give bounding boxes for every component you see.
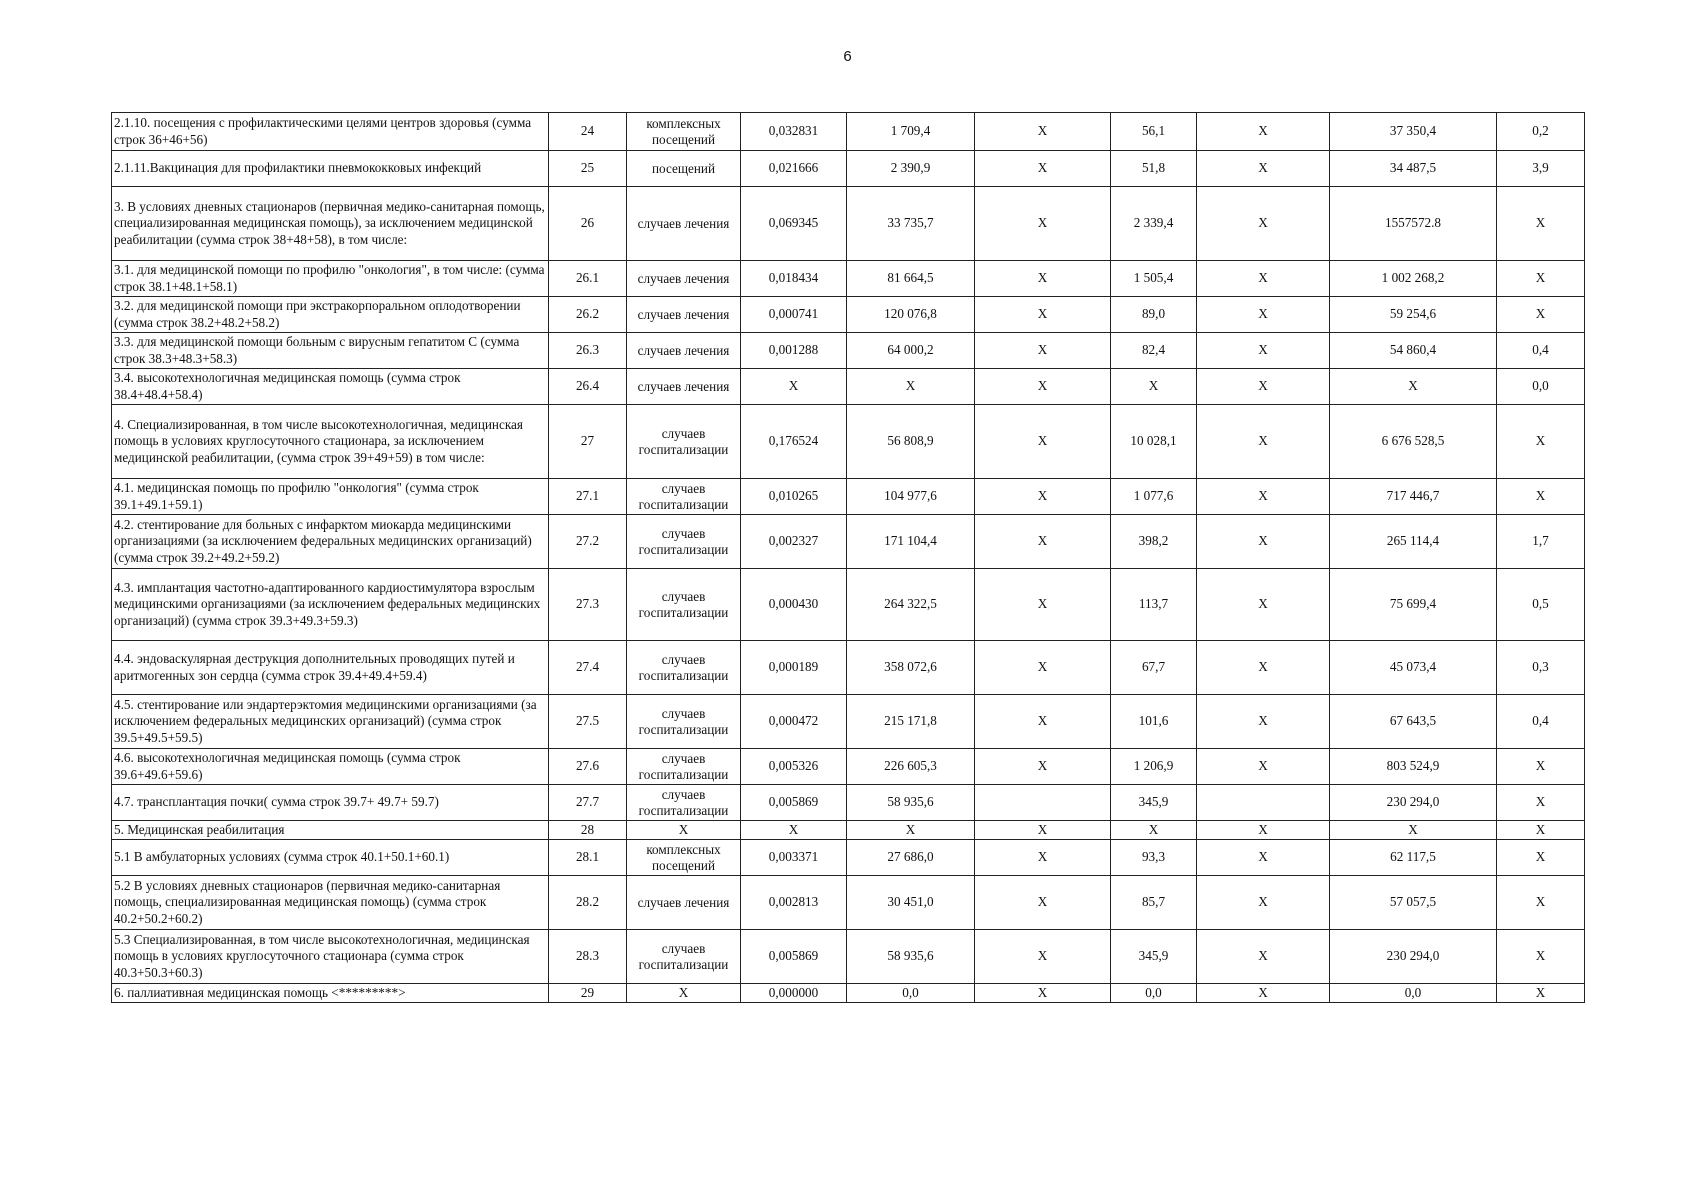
- row-name-cell: 4.3. имплантация частотно-адаптированного кардиостимулятора взрослым медицинскими организациями (за исключением федеральных медицинских организаций) (сумма строк 39.3+49.3+59.3): [112, 569, 549, 641]
- norm-value-cell: 0,001288: [741, 333, 847, 369]
- share-cell: Х: [1497, 876, 1585, 930]
- row-number-cell: 26: [549, 187, 627, 261]
- value-cell-3: Х: [975, 333, 1111, 369]
- row-name-cell: 3.2. для медицинской помощи при экстракорпоральном оплодотворении (сумма строк 38.2+48.2+58.2): [112, 297, 549, 333]
- total-cost-cell: Х: [1330, 369, 1497, 405]
- value-cell-5: Х: [1197, 984, 1330, 1003]
- row-name-cell: 4.1. медицинская помощь по профилю "онкология" (сумма строк 39.1+49.1+59.1): [112, 479, 549, 515]
- norm-value-cell: 0,005869: [741, 785, 847, 821]
- per-capita-cell: 1 206,9: [1111, 749, 1197, 785]
- row-name-cell: 4.7. трансплантация почки( сумма строк 39.7+ 49.7+ 59.7): [112, 785, 549, 821]
- total-cost-cell: 57 057,5: [1330, 876, 1497, 930]
- value-cell-5: [1197, 785, 1330, 821]
- per-capita-cell: 85,7: [1111, 876, 1197, 930]
- value-cell-5: Х: [1197, 695, 1330, 749]
- table-row: [112, 641, 1585, 695]
- cost-per-unit-cell: 30 451,0: [847, 876, 975, 930]
- per-capita-cell: 0,0: [1111, 984, 1197, 1003]
- share-cell: Х: [1497, 405, 1585, 479]
- per-capita-cell: 398,2: [1111, 515, 1197, 569]
- value-cell-5: Х: [1197, 930, 1330, 984]
- row-number-cell: 27.2: [549, 515, 627, 569]
- row-number-cell: 26.3: [549, 333, 627, 369]
- norm-value-cell: 0,005326: [741, 749, 847, 785]
- value-cell-3: Х: [975, 261, 1111, 297]
- table-row: [112, 749, 1585, 785]
- value-cell-5: Х: [1197, 187, 1330, 261]
- table-row: [112, 297, 1585, 333]
- value-cell-5: Х: [1197, 515, 1330, 569]
- unit-cell: случаев лечения: [627, 876, 741, 930]
- row-name-cell: 4.2. стентирование для больных с инфарктом миокарда медицинскими организациями (за исключением федеральных медицинских организаций) (сумма строк 39.2+49.2+59.2): [112, 515, 549, 569]
- value-cell-5: Х: [1197, 405, 1330, 479]
- row-number-cell: 28: [549, 821, 627, 840]
- total-cost-cell: 717 446,7: [1330, 479, 1497, 515]
- per-capita-cell: 1 505,4: [1111, 261, 1197, 297]
- row-number-cell: 27: [549, 405, 627, 479]
- table-row: [112, 479, 1585, 515]
- table-row: [112, 369, 1585, 405]
- per-capita-cell: 101,6: [1111, 695, 1197, 749]
- per-capita-cell: 89,0: [1111, 297, 1197, 333]
- value-cell-5: Х: [1197, 569, 1330, 641]
- norm-value-cell: 0,002813: [741, 876, 847, 930]
- medical-care-norms-table: [111, 112, 1585, 1003]
- share-cell: Х: [1497, 749, 1585, 785]
- per-capita-cell: 345,9: [1111, 785, 1197, 821]
- norm-value-cell: 0,018434: [741, 261, 847, 297]
- value-cell-5: Х: [1197, 261, 1330, 297]
- table-row: [112, 785, 1585, 821]
- cost-per-unit-cell: 33 735,7: [847, 187, 975, 261]
- unit-cell: комплексных посещений: [627, 113, 741, 151]
- total-cost-cell: 37 350,4: [1330, 113, 1497, 151]
- per-capita-cell: 2 339,4: [1111, 187, 1197, 261]
- cost-per-unit-cell: 171 104,4: [847, 515, 975, 569]
- total-cost-cell: 59 254,6: [1330, 297, 1497, 333]
- row-number-cell: 27.6: [549, 749, 627, 785]
- row-name-cell: 2.1.10. посещения с профилактическими целями центров здоровья (сумма строк 36+46+56): [112, 113, 549, 151]
- unit-cell: комплексных посещений: [627, 840, 741, 876]
- cost-per-unit-cell: Х: [847, 369, 975, 405]
- cost-per-unit-cell: 1 709,4: [847, 113, 975, 151]
- unit-cell: случаев госпитализации: [627, 785, 741, 821]
- row-number-cell: 26.2: [549, 297, 627, 333]
- unit-cell: случаев госпитализации: [627, 930, 741, 984]
- row-name-cell: 5. Медицинская реабилитация: [112, 821, 549, 840]
- total-cost-cell: 230 294,0: [1330, 785, 1497, 821]
- row-name-cell: 4.5. стентирование или эндартерэктомия медицинскими организациями (за исключением федеральных медицинских организаций) (сумма строк 39.5+49.5+59.5): [112, 695, 549, 749]
- page-number: 6: [843, 48, 852, 65]
- row-name-cell: 5.3 Специализированная, в том числе высокотехнологичная, медицинская помощь в условиях круглосуточного стационара (сумма строк 40.3+50.3+60.3): [112, 930, 549, 984]
- row-name-cell: 5.2 В условиях дневных стационаров (первичная медико-санитарная помощь, специализированная медицинская помощь) (сумма строк 40.2+50.2+60.2): [112, 876, 549, 930]
- norm-value-cell: 0,000000: [741, 984, 847, 1003]
- total-cost-cell: 230 294,0: [1330, 930, 1497, 984]
- row-name-cell: 2.1.11.Вакцинация для профилактики пневмококковых инфекций: [112, 151, 549, 187]
- row-name-cell: 4.4. эндоваскулярная деструкция дополнительных проводящих путей и аритмогенных зон сердца (сумма строк 39.4+49.4+59.4): [112, 641, 549, 695]
- value-cell-3: Х: [975, 405, 1111, 479]
- share-cell: Х: [1497, 261, 1585, 297]
- share-cell: Х: [1497, 187, 1585, 261]
- value-cell-3: Х: [975, 187, 1111, 261]
- row-number-cell: 27.5: [549, 695, 627, 749]
- value-cell-3: Х: [975, 113, 1111, 151]
- table-row: [112, 930, 1585, 984]
- share-cell: 1,7: [1497, 515, 1585, 569]
- value-cell-3: Х: [975, 297, 1111, 333]
- value-cell-3: [975, 785, 1111, 821]
- value-cell-5: Х: [1197, 749, 1330, 785]
- total-cost-cell: 1 002 268,2: [1330, 261, 1497, 297]
- total-cost-cell: 803 524,9: [1330, 749, 1497, 785]
- total-cost-cell: 62 117,5: [1330, 840, 1497, 876]
- row-number-cell: 24: [549, 113, 627, 151]
- total-cost-cell: 0,0: [1330, 984, 1497, 1003]
- share-cell: 0,0: [1497, 369, 1585, 405]
- row-name-cell: 4.6. высокотехнологичная медицинская помощь (сумма строк 39.6+49.6+59.6): [112, 749, 549, 785]
- cost-per-unit-cell: 56 808,9: [847, 405, 975, 479]
- table-body: [112, 113, 1585, 1003]
- share-cell: Х: [1497, 930, 1585, 984]
- cost-per-unit-cell: 64 000,2: [847, 333, 975, 369]
- per-capita-cell: 113,7: [1111, 569, 1197, 641]
- total-cost-cell: 75 699,4: [1330, 569, 1497, 641]
- unit-cell: случаев лечения: [627, 187, 741, 261]
- unit-cell: Х: [627, 984, 741, 1003]
- cost-per-unit-cell: 215 171,8: [847, 695, 975, 749]
- total-cost-cell: 45 073,4: [1330, 641, 1497, 695]
- cost-per-unit-cell: 81 664,5: [847, 261, 975, 297]
- value-cell-3: Х: [975, 569, 1111, 641]
- value-cell-5: Х: [1197, 821, 1330, 840]
- share-cell: Х: [1497, 984, 1585, 1003]
- row-number-cell: 25: [549, 151, 627, 187]
- cost-per-unit-cell: Х: [847, 821, 975, 840]
- per-capita-cell: 93,3: [1111, 840, 1197, 876]
- total-cost-cell: 34 487,5: [1330, 151, 1497, 187]
- value-cell-3: Х: [975, 695, 1111, 749]
- row-number-cell: 28.2: [549, 876, 627, 930]
- norm-value-cell: 0,000430: [741, 569, 847, 641]
- total-cost-cell: Х: [1330, 821, 1497, 840]
- row-number-cell: 26.4: [549, 369, 627, 405]
- value-cell-3: Х: [975, 984, 1111, 1003]
- per-capita-cell: 82,4: [1111, 333, 1197, 369]
- cost-per-unit-cell: 264 322,5: [847, 569, 975, 641]
- cost-per-unit-cell: 0,0: [847, 984, 975, 1003]
- share-cell: Х: [1497, 840, 1585, 876]
- unit-cell: случаев госпитализации: [627, 479, 741, 515]
- unit-cell: случаев госпитализации: [627, 695, 741, 749]
- unit-cell: случаев госпитализации: [627, 641, 741, 695]
- unit-cell: случаев госпитализации: [627, 749, 741, 785]
- row-number-cell: 26.1: [549, 261, 627, 297]
- norm-value-cell: 0,069345: [741, 187, 847, 261]
- norm-value-cell: 0,032831: [741, 113, 847, 151]
- norm-value-cell: 0,021666: [741, 151, 847, 187]
- share-cell: 0,5: [1497, 569, 1585, 641]
- per-capita-cell: Х: [1111, 369, 1197, 405]
- value-cell-3: Х: [975, 876, 1111, 930]
- per-capita-cell: 51,8: [1111, 151, 1197, 187]
- table-row: [112, 151, 1585, 187]
- row-number-cell: 27.7: [549, 785, 627, 821]
- row-number-cell: 28.3: [549, 930, 627, 984]
- norm-value-cell: 0,003371: [741, 840, 847, 876]
- value-cell-3: Х: [975, 821, 1111, 840]
- row-number-cell: 27.3: [549, 569, 627, 641]
- table-row: [112, 840, 1585, 876]
- unit-cell: случаев лечения: [627, 297, 741, 333]
- table-row: [112, 695, 1585, 749]
- table-row: [112, 405, 1585, 479]
- norm-value-cell: 0,002327: [741, 515, 847, 569]
- value-cell-3: Х: [975, 930, 1111, 984]
- value-cell-5: Х: [1197, 479, 1330, 515]
- total-cost-cell: 1557572.8: [1330, 187, 1497, 261]
- value-cell-5: Х: [1197, 641, 1330, 695]
- norm-value-cell: 0,000741: [741, 297, 847, 333]
- total-cost-cell: 54 860,4: [1330, 333, 1497, 369]
- table-row: [112, 187, 1585, 261]
- cost-per-unit-cell: 104 977,6: [847, 479, 975, 515]
- value-cell-3: Х: [975, 840, 1111, 876]
- value-cell-3: Х: [975, 151, 1111, 187]
- row-name-cell: 3.3. для медицинской помощи больным с вирусным гепатитом С (сумма строк 38.3+48.3+58.3): [112, 333, 549, 369]
- per-capita-cell: 10 028,1: [1111, 405, 1197, 479]
- share-cell: 0,3: [1497, 641, 1585, 695]
- cost-per-unit-cell: 27 686,0: [847, 840, 975, 876]
- unit-cell: посещений: [627, 151, 741, 187]
- unit-cell: случаев госпитализации: [627, 569, 741, 641]
- value-cell-3: Х: [975, 749, 1111, 785]
- table-row: [112, 333, 1585, 369]
- row-name-cell: 5.1 В амбулаторных условиях (сумма строк 40.1+50.1+60.1): [112, 840, 549, 876]
- norm-value-cell: Х: [741, 821, 847, 840]
- value-cell-5: Х: [1197, 151, 1330, 187]
- per-capita-cell: 345,9: [1111, 930, 1197, 984]
- share-cell: Х: [1497, 479, 1585, 515]
- share-cell: 3,9: [1497, 151, 1585, 187]
- value-cell-3: Х: [975, 641, 1111, 695]
- norm-value-cell: 0,000472: [741, 695, 847, 749]
- per-capita-cell: 1 077,6: [1111, 479, 1197, 515]
- value-cell-5: Х: [1197, 369, 1330, 405]
- row-name-cell: 3.4. высокотехнологичная медицинская помощь (сумма строк 38.4+48.4+58.4): [112, 369, 549, 405]
- cost-per-unit-cell: 358 072,6: [847, 641, 975, 695]
- value-cell-3: Х: [975, 369, 1111, 405]
- row-number-cell: 29: [549, 984, 627, 1003]
- value-cell-5: Х: [1197, 333, 1330, 369]
- table-row: [112, 113, 1585, 151]
- unit-cell: случаев лечения: [627, 333, 741, 369]
- per-capita-cell: Х: [1111, 821, 1197, 840]
- share-cell: 0,4: [1497, 695, 1585, 749]
- share-cell: Х: [1497, 785, 1585, 821]
- row-name-cell: 3. В условиях дневных стационаров (первичная медико-санитарная помощь, специализированная медицинская помощь), за исключением медицинской реабилитации (сумма строк 38+48+58), в том числе:: [112, 187, 549, 261]
- unit-cell: случаев госпитализации: [627, 405, 741, 479]
- row-name-cell: 6. паллиативная медицинская помощь <*********>: [112, 984, 549, 1003]
- table-row: [112, 515, 1585, 569]
- cost-per-unit-cell: 226 605,3: [847, 749, 975, 785]
- per-capita-cell: 67,7: [1111, 641, 1197, 695]
- row-number-cell: 28.1: [549, 840, 627, 876]
- cost-per-unit-cell: 58 935,6: [847, 785, 975, 821]
- table-row: [112, 569, 1585, 641]
- value-cell-5: Х: [1197, 840, 1330, 876]
- value-cell-5: Х: [1197, 876, 1330, 930]
- row-name-cell: 3.1. для медицинской помощи по профилю "онкология", в том числе: (сумма строк 38.1+48.1+58.1): [112, 261, 549, 297]
- unit-cell: случаев госпитализации: [627, 515, 741, 569]
- share-cell: Х: [1497, 821, 1585, 840]
- value-cell-3: Х: [975, 479, 1111, 515]
- row-number-cell: 27.1: [549, 479, 627, 515]
- norm-value-cell: 0,010265: [741, 479, 847, 515]
- cost-per-unit-cell: 120 076,8: [847, 297, 975, 333]
- unit-cell: Х: [627, 821, 741, 840]
- value-cell-5: Х: [1197, 297, 1330, 333]
- total-cost-cell: 6 676 528,5: [1330, 405, 1497, 479]
- unit-cell: случаев лечения: [627, 369, 741, 405]
- cost-per-unit-cell: 58 935,6: [847, 930, 975, 984]
- per-capita-cell: 56,1: [1111, 113, 1197, 151]
- row-name-cell: 4. Специализированная, в том числе высокотехнологичная, медицинская помощь в условиях круглосуточного стационара, за исключением медицинской реабилитации, (сумма строк 39+49+59) в том числе:: [112, 405, 549, 479]
- value-cell-3: Х: [975, 515, 1111, 569]
- table-row: [112, 261, 1585, 297]
- total-cost-cell: 265 114,4: [1330, 515, 1497, 569]
- norm-value-cell: Х: [741, 369, 847, 405]
- norm-value-cell: 0,000189: [741, 641, 847, 695]
- norm-value-cell: 0,176524: [741, 405, 847, 479]
- unit-cell: случаев лечения: [627, 261, 741, 297]
- share-cell: 0,4: [1497, 333, 1585, 369]
- norm-value-cell: 0,005869: [741, 930, 847, 984]
- table-row: [112, 821, 1585, 840]
- share-cell: 0,2: [1497, 113, 1585, 151]
- total-cost-cell: 67 643,5: [1330, 695, 1497, 749]
- table-row: [112, 984, 1585, 1003]
- table-row: [112, 876, 1585, 930]
- cost-per-unit-cell: 2 390,9: [847, 151, 975, 187]
- value-cell-5: Х: [1197, 113, 1330, 151]
- share-cell: Х: [1497, 297, 1585, 333]
- row-number-cell: 27.4: [549, 641, 627, 695]
